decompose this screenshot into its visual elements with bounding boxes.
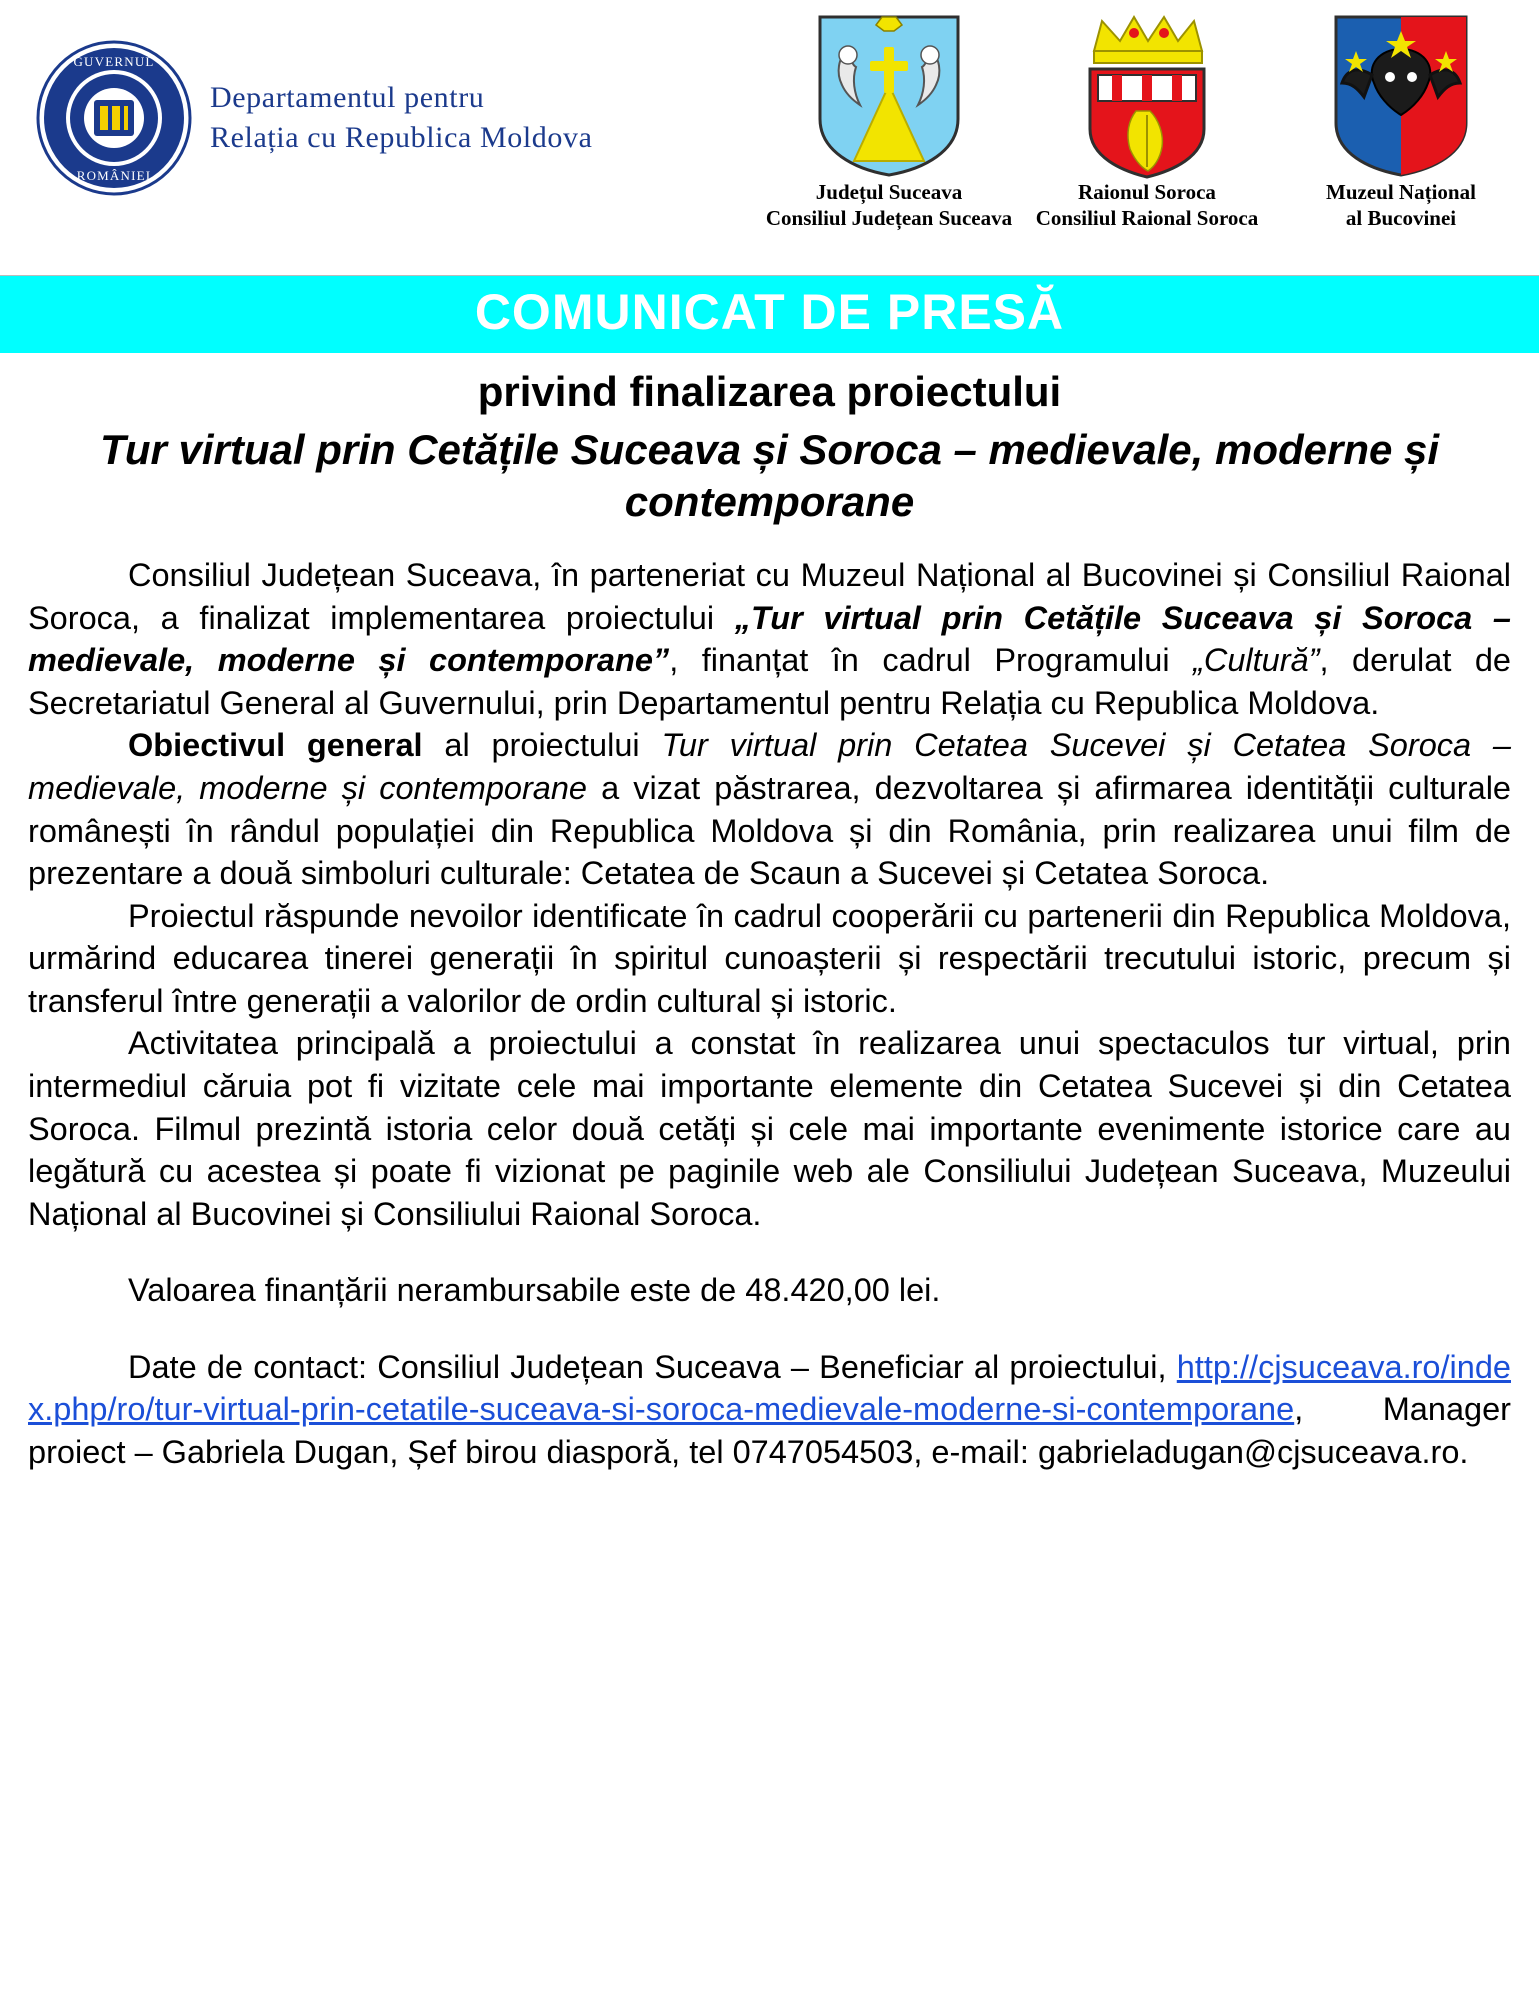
svg-text:GUVERNUL: GUVERNUL xyxy=(73,54,155,69)
document-header xyxy=(0,0,1539,275)
press-release-banner xyxy=(0,275,1539,353)
p1-part2: , finanțat în cadrul Programului xyxy=(669,642,1194,679)
svg-text:ROMÂNIEI: ROMÂNIEI xyxy=(76,168,152,183)
crest-suceava-caption-line2: Consiliul Județean Suceava xyxy=(765,205,1013,230)
project-url-link[interactable]: http://cjsuceava.ro/index.php/ro/tur-virtual-prin-cetatile-suceava-si-soroca-medievale-moderne-si-contemporane xyxy=(28,1348,1511,1428)
crest-bucovina-caption-line1: Muzeul Național xyxy=(1326,180,1476,204)
crest-bucovina-caption xyxy=(1276,180,1526,231)
department-name-line1: Departamentul pentru xyxy=(210,81,485,115)
p1-project-title: „Tur virtual prin Cetățile Suceava și Soroca – medievale, moderne și contemporane” xyxy=(28,599,1511,679)
document-body xyxy=(0,528,1539,1473)
subtitle-line1: privind finalizarea proiectului xyxy=(477,367,1062,415)
romanian-government-seal-icon xyxy=(34,38,194,198)
crest-suceava-county xyxy=(760,10,1018,231)
p1-part3: , derulat de Secretariatul General al Guvernului, prin Departamentul pentru Relația cu Republica Moldova. xyxy=(28,642,1511,721)
crest-bucovina-caption-line2: al Bucovinei xyxy=(1345,205,1457,230)
paragraph-2 xyxy=(28,724,1511,894)
contact-part2: , Manager proiect – Gabriela Dugan, Șef birou diasporă, tel 0747054503, e-mail: xyxy=(28,1391,1511,1470)
crest-bucovina-museum xyxy=(1276,10,1526,231)
department-logo-block xyxy=(34,38,593,198)
p1-part1: Consiliul Județean Suceava, în parteneriat cu Muzeul Național al Bucovinei și Consiliul Raional Soroca, a finalizat implementarea proiectului xyxy=(28,557,1511,636)
bucovina-national-museum-emblem-icon xyxy=(1276,10,1526,180)
suceava-county-coat-of-arms-icon xyxy=(760,10,1018,180)
partner-crests xyxy=(760,10,1526,231)
p2-part1: al proiectului xyxy=(422,727,662,764)
contact-part3: . xyxy=(1459,1433,1469,1470)
paragraph-1 xyxy=(28,554,1511,724)
paragraph-funding-value: Valoarea finanțării nerambursabile este de 48.420,00 lei. xyxy=(128,1272,941,1309)
crest-soroca-caption xyxy=(1018,180,1276,231)
paragraph-contact xyxy=(28,1346,1511,1474)
p2-project-title: Tur virtual prin Cetatea Sucevei și Cetatea Soroca – medievale, moderne și contemporane xyxy=(28,727,1511,807)
soroca-district-coat-of-arms-icon xyxy=(1018,10,1276,180)
banner-title: COMUNICAT DE PRESĂ xyxy=(474,284,1065,340)
paragraph-4: Activitatea principală a proiectului a constat în realizarea unui spectaculos tur virtual, prin intermediul căruia pot fi vizitate cele mai importante elemente din Cetatea Sucevei și din Cetatea Soroca. Filmul prezintă istoria celor două cetăți și cele mai importante evenimente istorice care au legătură cu acestea și poate fi vizionat pe paginile web ale Consiliului Județean Suceava, Muzeului Național al Bucovinei și Consiliului Raional Soroca. xyxy=(28,1025,1511,1232)
crest-soroca-caption-line1: Raionul Soroca xyxy=(1078,180,1216,204)
department-name xyxy=(210,78,593,158)
department-name-line2: Relația cu Republica Moldova xyxy=(210,121,593,154)
contact-email[interactable]: gabrieladugan@cjsuceava.ro xyxy=(1037,1433,1460,1470)
paragraph-3: Proiectul răspunde nevoilor identificate în cadrul cooperării cu partenerii din Republica Moldova, urmărind educarea tinerei generații în spiritul cunoașterii și respectării trecutului istoric, precum și transferul între generații a valorilor de ordin cultural și istoric. xyxy=(28,897,1511,1019)
p2-lead: Obiectivul general xyxy=(128,727,423,764)
subtitle-line2: Tur virtual prin Cetățile Suceava și Soroca – medievale, moderne și contemporane xyxy=(99,426,1440,526)
document-subtitle xyxy=(0,353,1539,529)
p1-program-name: „Cultură” xyxy=(1193,642,1320,679)
crest-suceava-caption xyxy=(760,180,1018,231)
crest-suceava-caption-line1: Județul Suceava xyxy=(815,180,963,204)
p2-part2: a vizat păstrarea, dezvoltarea și afirmarea identității culturale românești în rândul populației din Republica Moldova și din România, prin realizarea unui film de prezentare a două simboluri culturale: Cetatea de Scaun a Sucevei și Cetatea Soroca. xyxy=(28,770,1511,892)
contact-part1: Date de contact: Consiliul Județean Suceava – Beneficiar al proiectului, xyxy=(128,1348,1177,1385)
crest-soroca-district xyxy=(1018,10,1276,231)
crest-soroca-caption-line2: Consiliul Raional Soroca xyxy=(1035,205,1259,230)
